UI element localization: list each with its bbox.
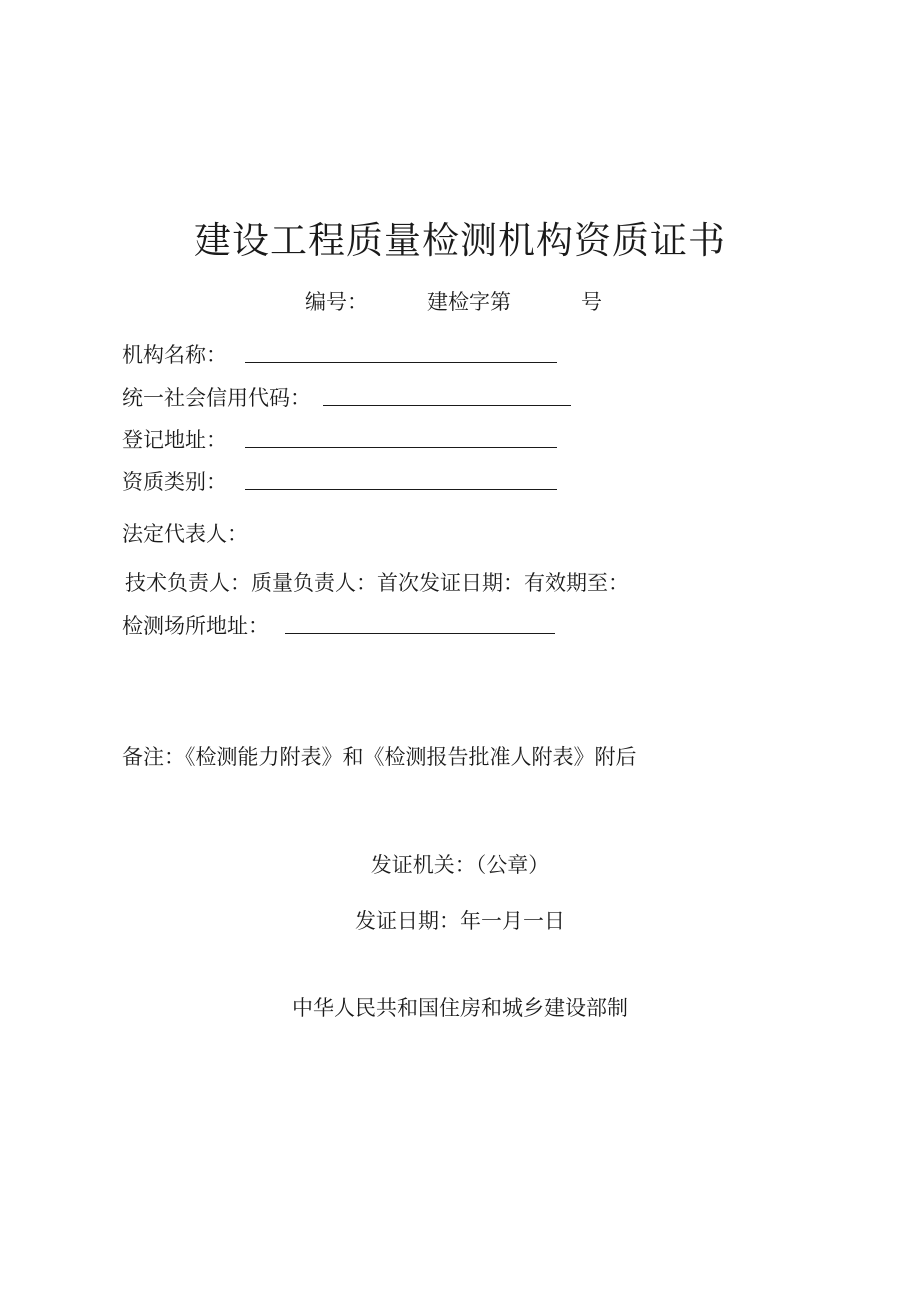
number-suffix: 号 xyxy=(581,290,602,314)
issuing-authority: 中华人民共和国住房和城乡建设部制 xyxy=(292,996,628,1020)
number-prefix: 建检字第 xyxy=(427,290,511,314)
category-label: 资质类别： xyxy=(122,470,227,494)
category-blank-line xyxy=(245,467,557,490)
category-field xyxy=(122,467,557,497)
number-label: 编号： xyxy=(305,290,368,314)
site-address-label: 检测场所地址： xyxy=(122,614,269,638)
issue-date-line: 发证日期：年一月一日 xyxy=(355,909,565,933)
address-label: 登记地址： xyxy=(122,428,227,452)
credit-code-field xyxy=(122,383,571,413)
legal-rep-label: 法定代表人： xyxy=(122,522,248,546)
address-blank-line xyxy=(245,425,557,448)
org-name-blank-line xyxy=(245,340,557,363)
issuer-line: 发证机关：（公章） xyxy=(370,853,550,877)
remarks-note: 备注：《检测能力附表》和《检测报告批准人附表》附后 xyxy=(122,745,637,769)
org-name-field xyxy=(122,340,557,370)
page-title: 建设工程质量检测机构资质证书 xyxy=(194,219,726,262)
site-address-blank-line xyxy=(285,611,555,634)
credit-code-label: 统一社会信用代码： xyxy=(122,386,311,410)
credit-code-blank-line xyxy=(323,383,571,406)
org-name-label: 机构名称： xyxy=(122,343,227,367)
site-address-field xyxy=(122,611,555,641)
address-field xyxy=(122,425,557,455)
responsibles-line: 技术负责人：质量负责人：首次发证日期：有效期至： xyxy=(125,571,629,595)
